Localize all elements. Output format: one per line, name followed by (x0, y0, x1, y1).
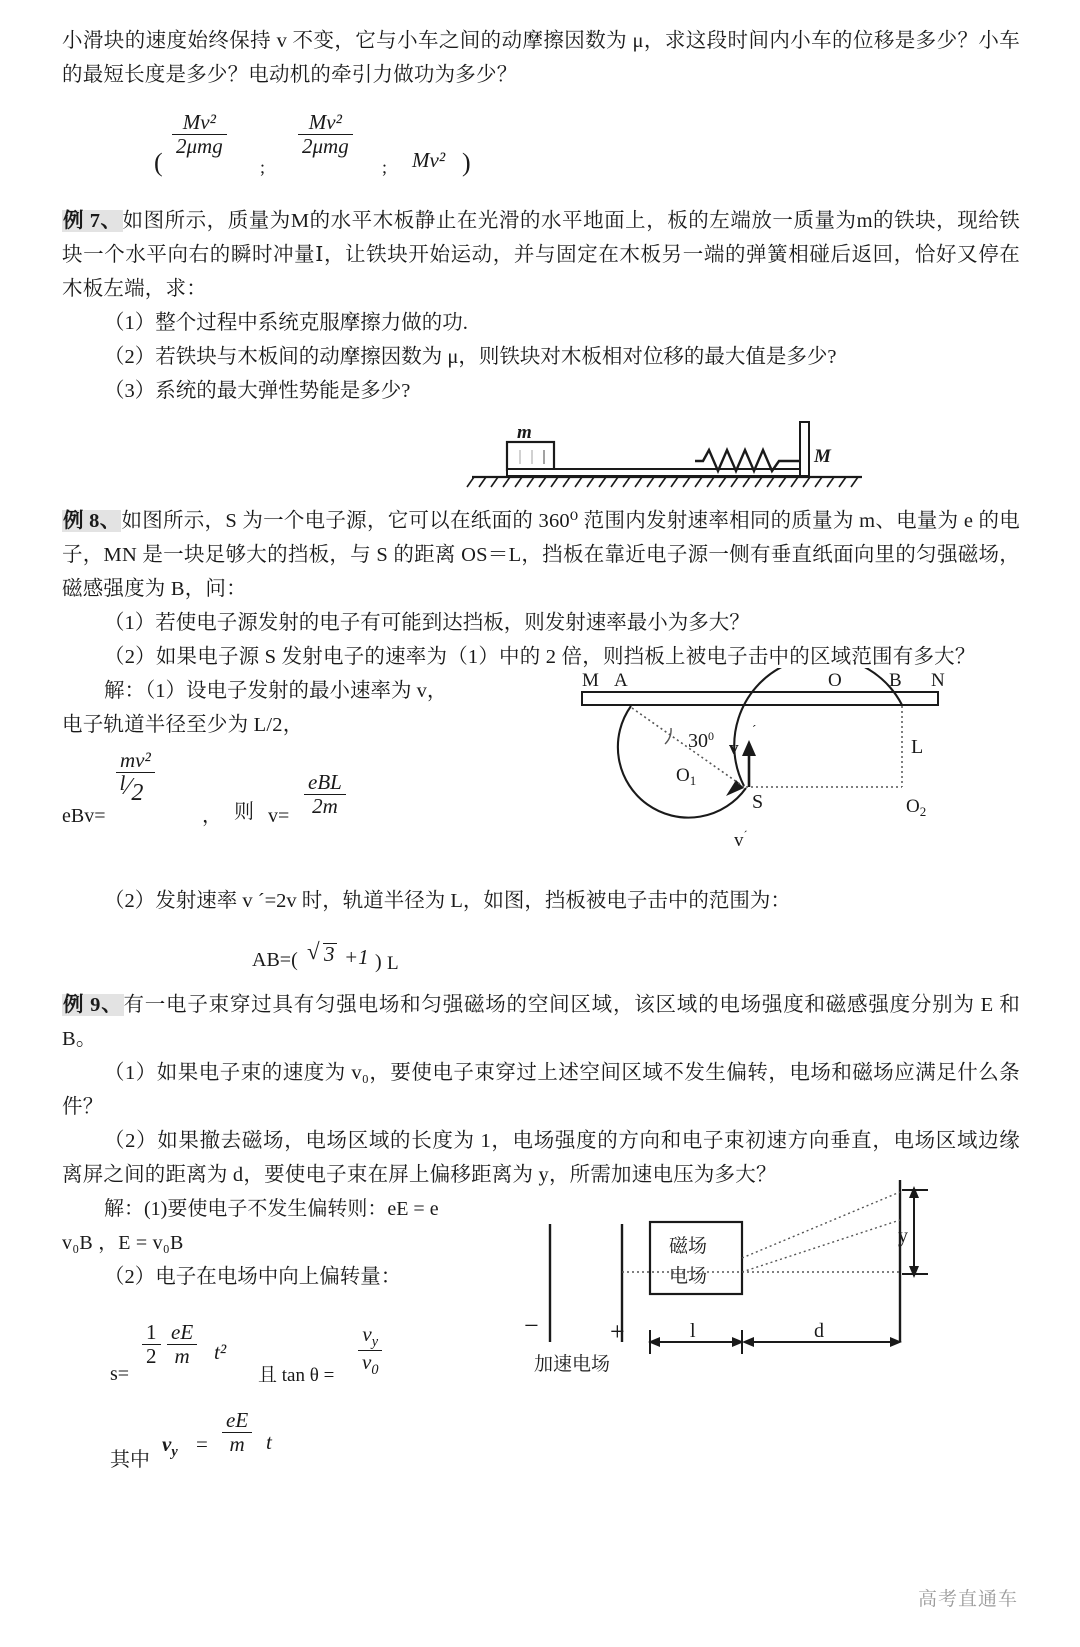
example8-solution2: （2）发射速率 v ˊ=2v 时，轨道半径为 L，如图，挡板被电子击中的范围为： (104, 890, 791, 912)
den-l: l (119, 771, 126, 795)
y-arrow-down (909, 1266, 919, 1278)
answer-separator-2: ; (382, 157, 388, 177)
equation-fraction (116, 748, 155, 806)
answer-frac2-numerator: Mv² (298, 112, 353, 135)
example8-solution-text (62, 674, 562, 742)
example8-solution1-line2: 电子轨道半径至少为 L/2， (62, 714, 304, 736)
plus-sign: + (610, 1317, 625, 1346)
s-and-tan: 且 tan θ = (258, 1365, 335, 1386)
s-eE-denominator: m (174, 1344, 190, 1368)
answer-frac2-denominator: 2μmg (302, 134, 349, 158)
label-v-prime-tick: ˊ (752, 722, 757, 737)
label-M: M (582, 670, 599, 691)
label-S: S (752, 791, 764, 813)
block-m-rect (507, 442, 554, 470)
example9-solution1-line1: 解：(1)要使电子不发生偏转则：eE = e (104, 1198, 439, 1220)
label-v: v (729, 738, 739, 759)
label-O1: $O_1$ (676, 765, 697, 788)
accel-field-label: 加速电场 (534, 1354, 611, 1375)
velocity-arrow-head (742, 740, 756, 756)
angle-arc (665, 728, 671, 744)
label-O2: $O_2$ (906, 796, 927, 819)
ground-hatching (467, 477, 858, 487)
example8-item-1: （1）若使电子源发射的电子有可能到达挡板，则发射速率最小为多大？ (104, 612, 750, 634)
vy-t: t (266, 1430, 272, 1454)
equation-comma: ， (202, 805, 222, 827)
spring-coil (695, 450, 800, 471)
result-suffix: ) (375, 951, 382, 973)
label-N: N (931, 670, 945, 691)
equation-frac-numerator: mv² (116, 750, 155, 773)
vy-fraction (222, 1410, 252, 1455)
d-label: d (814, 1320, 824, 1342)
equation-then: 则 (234, 801, 254, 823)
answer-open-paren: ( (154, 148, 163, 177)
den-2: 2 (131, 780, 144, 806)
example7-item-2: （2）若铁块与木板间的动摩擦因数为 μ，则铁块对木板相对位移的最大值是多少? (104, 346, 837, 368)
tan-denominator: $v_0$ (362, 1350, 379, 1379)
angle-label: $30^0$ (688, 729, 714, 752)
example9-item-1: （1）如果电子束的速度为 v₀，要使电子束穿过上述空间区域不发生偏转，电场和磁场应满足什么条件？ (62, 1062, 1020, 1118)
result-unit: L (387, 953, 399, 974)
deflected-ray-lower (742, 1220, 900, 1272)
answer-separator-1: ; (260, 157, 266, 177)
example8-item-2: （2）如果电子源 S 发射电子的速率为（1）中的 2 倍，则挡板上被电子击中的区域范围有多大？ (104, 646, 976, 668)
example7-body: 如图所示，质量为M的水平木板静止在光滑的水平地面上，板的左端放一质量为m的铁块，现给铁块一个水平向右的瞬时冲量Ⅰ，让铁块开始运动，并与固定在木板另一端的弹簧相碰后返回，恰好又停在木板左端，求： (62, 210, 1020, 300)
example7-label: 例 7、 (63, 210, 122, 232)
radical-sign: √ (307, 939, 320, 964)
example8-solution1-line1: 解：（1）设电子发射的最小速率为 v， (104, 680, 448, 702)
radical-operand: 3 (324, 942, 335, 966)
answer-frac1-denominator: 2μmg (176, 134, 223, 158)
vy-symbol: $v_y$ (162, 1432, 178, 1461)
field-label-line2: 电场 (669, 1266, 708, 1287)
minus-sign: − (524, 1311, 539, 1340)
example7-item-1: （1）整个过程中系统克服摩擦力做的功. (104, 312, 468, 334)
s-half-fraction (142, 1322, 161, 1367)
example8-equation (62, 750, 562, 840)
label-L: L (911, 736, 924, 758)
example9-item-2: （2）如果撤去磁场，电场区域的长度为 1，电场强度的方向和电子束初速方向垂直，电场区域边缘离屏之间的距离为 d，要使电子束在屏上偏移距离为 y，所需加速电压为多大？ (62, 1130, 1020, 1186)
equation-rhs-fraction (304, 772, 346, 817)
plank-wall (800, 422, 809, 476)
result-prefix: AB=( (252, 949, 298, 971)
label-v-prime-lower: $v^ˊ$ (734, 828, 748, 851)
result-plus-one: +1 (344, 945, 369, 969)
example9-equation-vy (62, 1404, 532, 1484)
example8-body: 如图所示，S 为一个电子源，它可以在纸面的 360⁰ 范围内发射速率相同的质量为 m、电量为 e 的电子，MN 是一块足够大的挡板，与 S 的距离 OS＝L，挡板在靠近电子源一侧有垂直纸面向里的匀强磁场，磁感强度为 B，问： (62, 510, 1020, 600)
y-label: y (898, 1225, 908, 1247)
equation-v-eq: v= (268, 805, 290, 827)
s-eE-numerator: eE (167, 1322, 197, 1345)
electron-path-right (734, 668, 902, 786)
s-t-squared: t² (214, 1340, 227, 1364)
example8-paragraph (62, 504, 1020, 606)
l-label: l (690, 1320, 696, 1342)
y-arrow-up (909, 1186, 919, 1198)
example9-body: 有一电子束穿过具有匀强电场和匀强磁场的空间区域，该区域的电场强度和磁感强度分别为 E 和 B。 (62, 994, 1020, 1050)
example8-solution-block (62, 670, 1020, 880)
s-half-numerator: 1 (142, 1322, 161, 1345)
example9-equation-s (62, 1316, 532, 1396)
example7-paragraph (62, 204, 1020, 306)
deflected-ray-upper (742, 1192, 900, 1258)
answer-close-paren: ) (462, 148, 471, 177)
example7-figure-wrapper (62, 408, 1020, 490)
vy-denominator: m (229, 1432, 245, 1456)
electron-path-left (618, 706, 746, 818)
example7-diagram (462, 414, 882, 496)
label-A: A (614, 670, 628, 691)
example9-paragraph (62, 988, 1020, 1056)
example9-diagram (502, 1162, 932, 1412)
equation-rhs-numerator: eBL (304, 772, 346, 795)
plank-rect (507, 469, 807, 476)
tan-numerator: $v_y$ (358, 1324, 382, 1351)
vy-numerator: eE (222, 1410, 252, 1433)
example8-label: 例 8、 (63, 510, 121, 532)
s-lhs: s= (110, 1363, 130, 1385)
answer-fraction-1 (172, 112, 227, 157)
tan-fraction (358, 1324, 382, 1378)
intro-answer-formula (110, 110, 1020, 182)
equation-rhs-denominator: 2m (312, 794, 338, 818)
label-O: O (828, 670, 842, 691)
vy-equals: = (196, 1432, 208, 1456)
document-content (62, 24, 1020, 1492)
den-slash: ⁄ (126, 774, 131, 800)
example8-result-formula (62, 934, 1020, 982)
block-m-label: m (517, 422, 532, 443)
example9-solution1-line2: v₀B ，E = v₀B (62, 1232, 184, 1254)
equation-lhs: eBv= (62, 805, 106, 827)
intro-paragraph: 小滑块的速度始终保持 v 不变，它与小车之间的动摩擦因数为 μ，求这段时间内小车的位移是多少？小车的最短长度是多少？电动机的牵引力做功为多少？ (62, 30, 1020, 86)
plank-M-label: M (814, 446, 831, 467)
answer-fraction-2 (298, 112, 353, 157)
example8-diagram (566, 668, 956, 858)
example9-solution2-head: （2）电子在电场中向上偏转量： (104, 1266, 402, 1288)
example9-solution-text (62, 1192, 532, 1294)
answer-term-3: Mv² (412, 148, 446, 172)
s-half-denominator: 2 (146, 1344, 157, 1368)
watermark: 高考直通车 (917, 1589, 1018, 1610)
field-label-line1: 磁场 (669, 1236, 708, 1257)
example9-label: 例 9、 (63, 994, 123, 1016)
vy-prefix: 其中 (110, 1449, 150, 1471)
barrier-MN (582, 692, 938, 705)
answer-frac1-numerator: Mv² (172, 112, 227, 135)
equation-frac-denominator (116, 771, 155, 806)
s-eE-fraction (167, 1322, 197, 1367)
example9-solution-block (62, 1192, 1020, 1492)
d-arrow-left (742, 1337, 754, 1347)
example7-item-3: （3）系统的最大弹性势能是多少? (104, 380, 411, 402)
label-B: B (889, 670, 902, 691)
